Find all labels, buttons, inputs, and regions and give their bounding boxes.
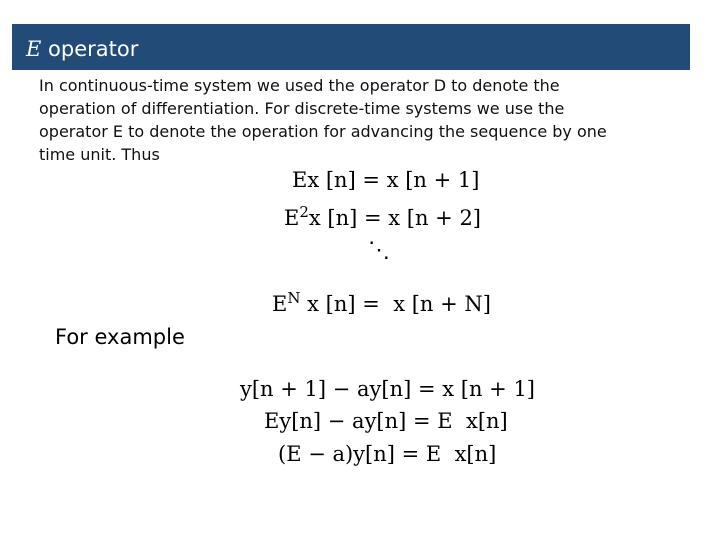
intro-line: operation of differentiation. For discrete-time systems we use the <box>39 99 565 118</box>
for-example-label: For example <box>55 325 185 349</box>
example-equation-3: (E − a)y[n] = E x[n] <box>278 442 497 466</box>
title-label: operator <box>41 37 139 61</box>
intro-line: time unit. Thus <box>39 145 160 164</box>
ellipsis-dots: ⋱ <box>368 238 390 263</box>
equation-shift-2: $E^2x$ [n] = x [n + 2] <box>284 203 482 230</box>
example-equation-2: Ey[n] − ay[n] = E x[n] <box>264 409 508 433</box>
equation-shift-n: $E^N$ x [n] = x [n + N] <box>272 289 491 316</box>
equation-shift-1: Ex [n] = x [n + 1] <box>292 168 480 192</box>
intro-paragraph <box>39 74 689 166</box>
title-symbol: E <box>26 37 42 61</box>
slide-title <box>26 34 138 64</box>
intro-line: In continuous-time system we used the operator D to denote the <box>39 76 560 95</box>
example-equation-1: y[n + 1] − ay[n] = x [n + 1] <box>240 377 536 401</box>
intro-line: operator E to denote the operation for advancing the sequence by one <box>39 122 607 141</box>
